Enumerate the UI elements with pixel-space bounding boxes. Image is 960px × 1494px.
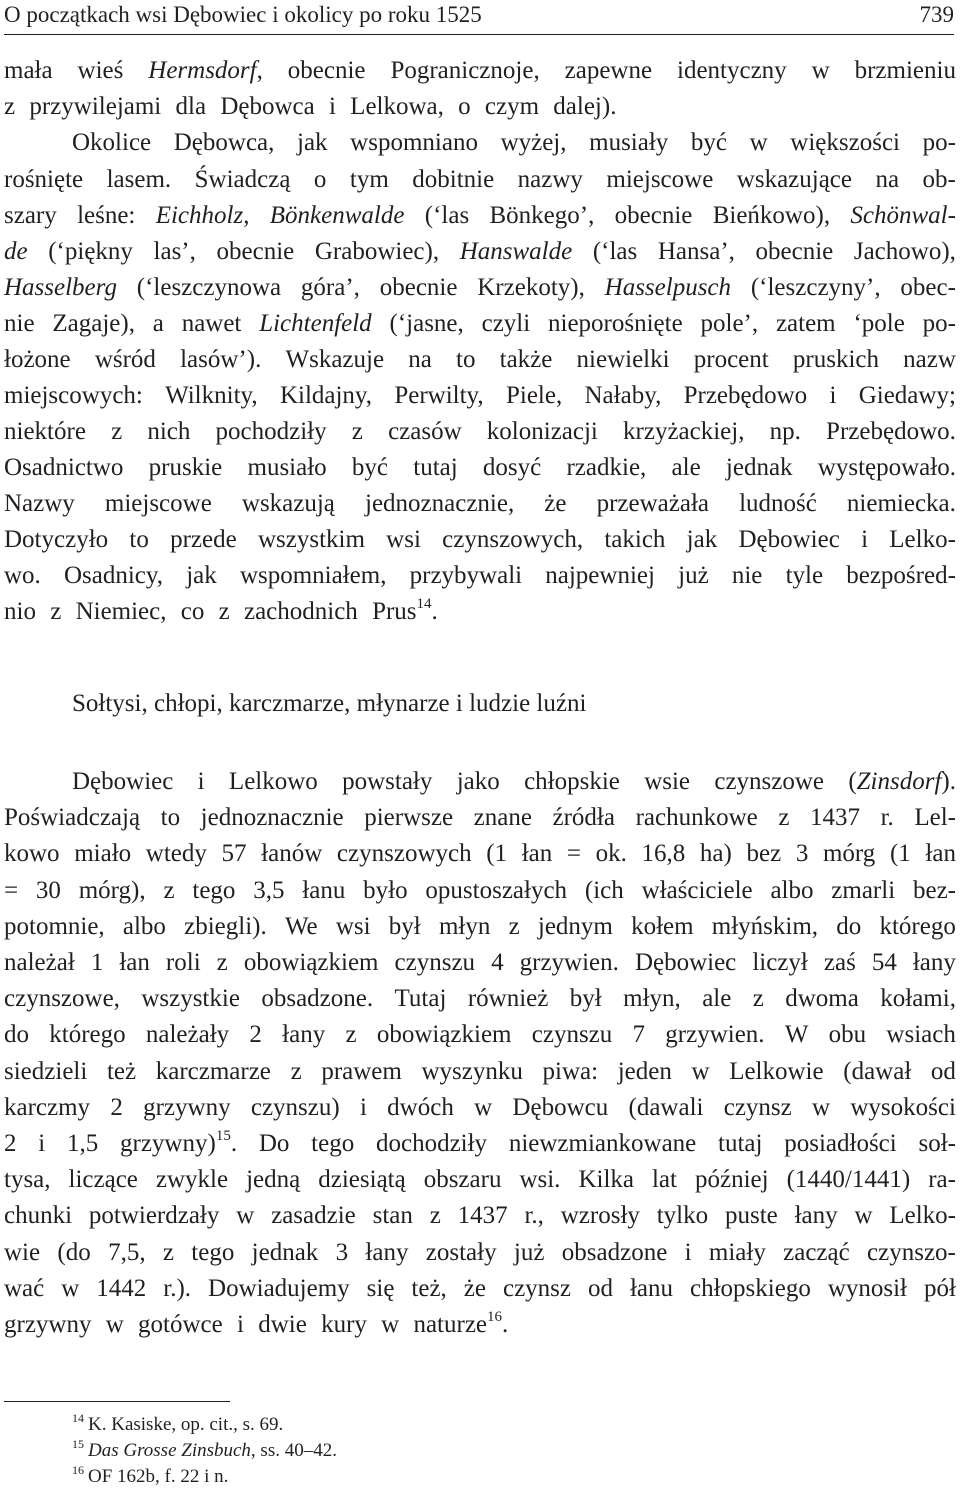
text-line: nie Zagaje), a nawet Lichtenfeld (‘jasne, czyli nieporośnięte pole’, zatem ‘pole po- xyxy=(4,310,956,337)
text-line: wie (do 7,5, z tego jednak 3 łany zostały już obsadzone i miały zacząć czynszo- xyxy=(4,1239,956,1266)
text-line: wać w 1442 r.). Dowiadujemy się też, że czynsz od łanu chłopskiego wynosił pół xyxy=(4,1275,956,1302)
text-line: Okolice Dębowca, jak wspomniano wyżej, musiały być w większości po- xyxy=(72,129,956,156)
text-line: chunki potwierdzały w zasadzie stan z 1437 r., wzrosły tylko puste łany w Lelko- xyxy=(4,1202,956,1229)
text-line: siedzieli też karczmarze z prawem wyszynku piwa: jeden w Lelkowie (dawał od xyxy=(4,1058,956,1085)
text-line: wo. Osadnicy, jak wspomniałem, przybywali najpewniej już nie tyle bezpośred- xyxy=(4,562,956,589)
text-line: nio z Niemiec, co z zachodnich Prus$^{14}$. xyxy=(4,595,438,625)
text-line: należał 1 łan roli z obowiązkiem czynszu 4 grzywien. Dębowiec liczył zaś 54 łany xyxy=(4,949,956,976)
text-line: mała wieś Hermsdorf, obecnie Pogranicznoje, zapewne identyczny w brzmieniu xyxy=(4,57,956,84)
text-line: szary leśne: Eichholz, Bönkenwalde (‘las Bönkego’, obecnie Bieńkowo), Schönwal- xyxy=(4,202,956,229)
text-line: miejscowych: Wilknity, Kildajny, Perwilty, Piele, Nałaby, Przebędowo i Giedawy; xyxy=(4,382,956,409)
text-line: Dotyczyło to przede wszystkim wsi czynszowych, takich jak Dębowiec i Lelko- xyxy=(4,526,956,553)
footnote-16: $^{16}$ OF 162b, f. 22 i n. xyxy=(72,1462,229,1487)
text-line: de (‘piękny las’, obecnie Grabowiec), Hanswalde (‘las Hansa’, obecnie Jachowo), xyxy=(4,238,956,265)
text-line: niektóre z nich pochodziły z czasów kolonizacji krzyżackiej, np. Przebędowo. xyxy=(4,418,956,445)
text-line: do którego należały 2 łany z obowiązkiem czynszu 7 grzywien. W obu wsiach xyxy=(4,1021,956,1048)
footnote-separator xyxy=(4,1401,230,1402)
text-line: Poświadczają to jednoznacznie pierwsze znane źródła rachunkowe z 1437 r. Lel- xyxy=(4,804,956,831)
running-header xyxy=(4,0,954,35)
text-line: = 30 mórg), z tego 3,5 łanu było opustoszałych (ich właściciele albo zmarli bez- xyxy=(4,877,956,904)
page-number: 739 xyxy=(919,2,954,27)
text-line: z przywilejami dla Dębowca i Lelkowa, o czym dalej). xyxy=(4,93,617,120)
text-line: Nazwy miejscowe wskazują jednoznacznie, że przeważała ludność niemiecka. xyxy=(4,490,956,517)
text-line: 2 i 1,5 grzywny)$^{15}$. Do tego dochodziły niewzmiankowane tutaj posiadłości soł- xyxy=(4,1127,956,1157)
running-title: O początkach wsi Dębowiec i okolicy po roku 1525 xyxy=(4,2,482,27)
text-line: czynszowe, wszystkie obsadzone. Tutaj również był młyn, ale z dwoma kołami, xyxy=(4,985,956,1012)
text-line: grzywny w gotówce i dwie kury w naturze$^{16}$. xyxy=(4,1308,509,1338)
section-heading: Sołtysi, chłopi, karczmarze, młynarze i ludzie luźni xyxy=(72,690,587,717)
text-line: łożone wśród lasów’). Wskazuje na to także niewielki procent pruskich nazw xyxy=(4,346,956,373)
text-line: Dębowiec i Lelkowo powstały jako chłopskie wsie czynszowe (Zinsdorf). xyxy=(72,768,956,795)
footnote-14: $^{14}$ K. Kasiske, op. cit., s. 69. xyxy=(72,1410,284,1435)
text-line: Hasselberg (‘leszczynowa góra’, obecnie Krzekoty), Hasselpusch (‘leszczyny’, obec- xyxy=(4,274,956,301)
text-line: karczmy 2 grzywny czynszu) i dwóch w Dębowcu (dawali czynsz w wysokości xyxy=(4,1094,956,1121)
text-line: Osadnictwo pruskie musiało być tutaj dosyć rzadkie, ale jednak występowało. xyxy=(4,454,956,481)
text-line: kowo miało wtedy 57 łanów czynszowych (1 łan = ok. 16,8 ha) bez 3 mórg (1 łan xyxy=(4,840,956,867)
text-line: potomnie, albo zbiegli). We wsi był młyn z jednym kołem młyńskim, do którego xyxy=(4,913,956,940)
footnote-15: $^{15}$ Das Grosse Zinsbuch, ss. 40–42. xyxy=(72,1436,337,1461)
text-line: tysa, liczące zwykle jedną dziesiątą obszaru wsi. Kilka lat później (1440/1441) ra- xyxy=(4,1166,956,1193)
text-line: rośnięte lasem. Świadczą o tym dobitnie nazwy miejscowe wskazujące na ob- xyxy=(4,166,956,193)
